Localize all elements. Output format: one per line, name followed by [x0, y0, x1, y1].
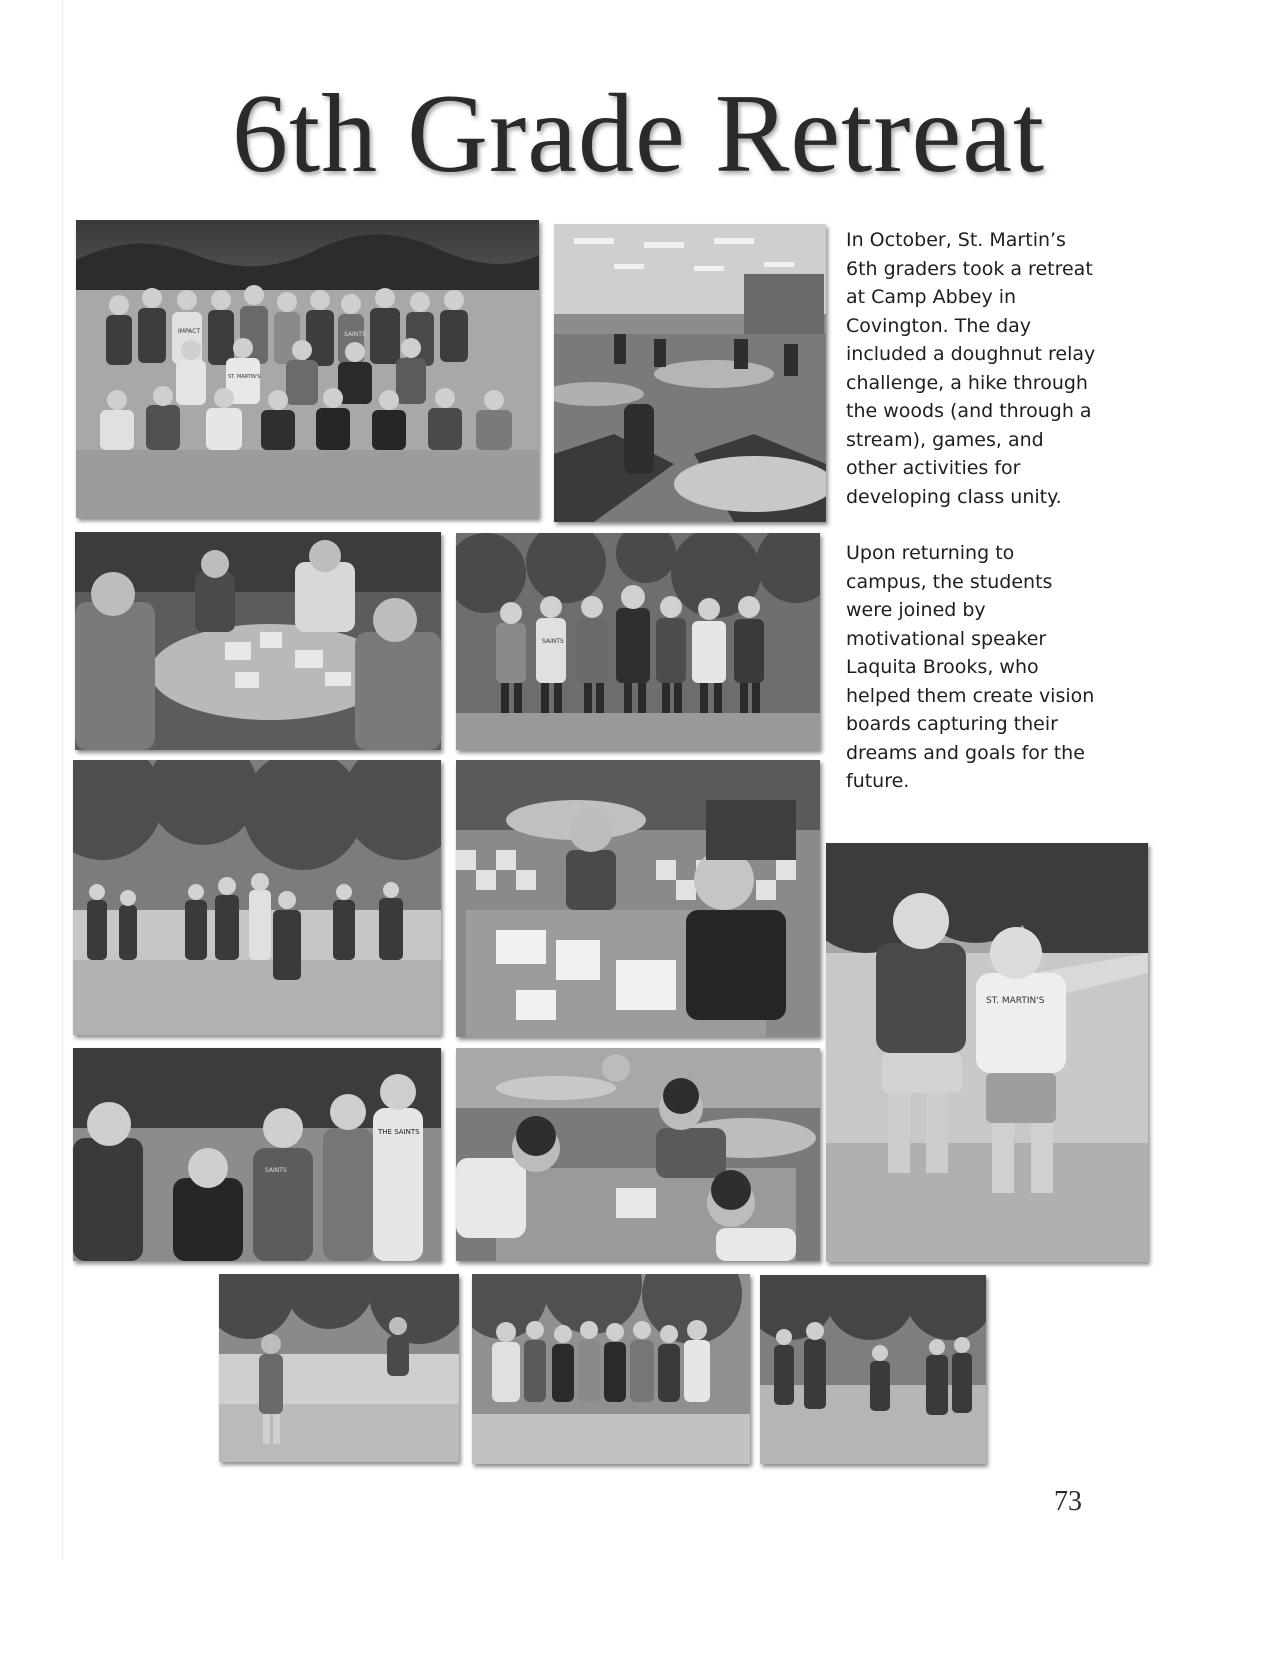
- photo-table-activity: [75, 532, 441, 750]
- story-paragraph-1: In October, St. Martin’s 6th graders took a retreat at Camp Abbey in Covington. The day included a doughnut relay challenge, a hike through the woods (and through a stream), games, and other activities for developing class unity.: [846, 229, 1096, 508]
- shirt-text-saints: SAINTS: [344, 331, 366, 338]
- photo-group-in-woods: [456, 533, 820, 750]
- photo-group-on-field: [76, 220, 539, 518]
- photo-kids-wading: [219, 1274, 459, 1462]
- photo-girls-group: [472, 1274, 750, 1464]
- shirt-text-st-martins-2: ST. MARTIN'S: [986, 996, 1045, 1006]
- photo-cafeteria-interior: [554, 224, 826, 522]
- story-paragraph-2: Upon returning to campus, the students were joined by motivational speaker Laquita Brooks, who helped them create vision boards capturing their dreams and goals for the future.: [846, 542, 1095, 792]
- photo-stream-hike: [73, 760, 441, 1035]
- shirt-text-saints-2: SAINTS: [542, 638, 564, 645]
- shirt-text-saints-3: SAINTS: [265, 1167, 287, 1174]
- page-edge-line: [62, 0, 63, 1560]
- photo-two-boys-in-stream: [826, 843, 1148, 1262]
- shirt-text-impact: IMPACT: [178, 328, 201, 335]
- shirt-text-st-martins: ST. MARTIN'S: [228, 374, 261, 380]
- page-title: 6th Grade Retreat: [232, 72, 1046, 196]
- story-text: [846, 226, 1096, 824]
- photo-students-at-table: [456, 1048, 820, 1261]
- photo-doughnut-relay: [73, 1048, 441, 1261]
- shirt-text-the-saints: THE SAINTS: [378, 1128, 420, 1136]
- photo-stream-crossing: [760, 1275, 986, 1464]
- photo-vision-boards: [456, 760, 820, 1037]
- page-number: 73: [1054, 1486, 1082, 1517]
